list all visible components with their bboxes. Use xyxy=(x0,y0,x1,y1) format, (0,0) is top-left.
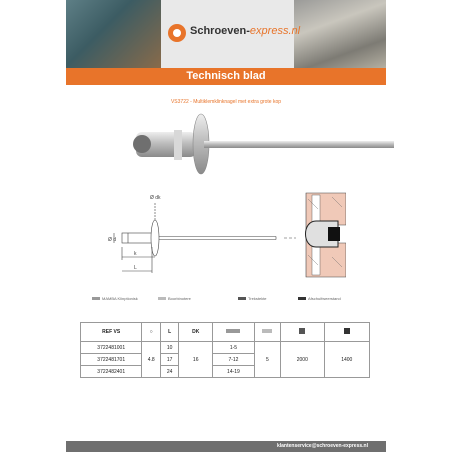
diameter-cell: 4.8 xyxy=(142,342,160,378)
rivet-mandrel-head xyxy=(133,135,151,153)
header-grip-icon xyxy=(213,323,255,342)
dim-l-label: L xyxy=(134,265,137,271)
shear-cell: 1400 xyxy=(324,342,369,378)
legend-label-1: MAMBA Klinptionisk xyxy=(102,296,138,301)
table-row xyxy=(81,342,370,354)
dim-k-label: k xyxy=(134,251,137,257)
length-cell: 17 xyxy=(160,354,178,366)
header-shear-icon xyxy=(324,323,369,342)
header-dk: DK xyxy=(179,323,213,342)
logo-text-main: Schroeven- xyxy=(190,25,250,37)
logo-text-accent: express.nl xyxy=(249,25,301,37)
ref-cell: 3722481001 xyxy=(81,342,142,354)
legend-item-2 xyxy=(158,296,191,301)
rivet-icon xyxy=(92,297,100,300)
product-subtitle: VS3722 - Multiklemklinknagel met extra grote kop xyxy=(170,99,282,105)
cross-section-detail xyxy=(306,193,347,277)
page-title: Technisch blad xyxy=(186,70,266,82)
header-diameter: ○ xyxy=(142,323,160,342)
drill-diameter-icon xyxy=(262,329,272,333)
technical-drawing xyxy=(106,185,346,285)
dim-dk-label: Ø dk xyxy=(150,195,161,201)
header-length: L xyxy=(160,323,178,342)
screws-photo xyxy=(294,0,386,70)
grip-cell: 7-12 xyxy=(213,354,255,366)
drill-cell: 5 xyxy=(254,342,280,378)
header-banner xyxy=(66,0,386,70)
grip-cell: 1-5 xyxy=(213,342,255,354)
drill-icon xyxy=(158,297,166,300)
ref-cell: 3722482401 xyxy=(81,366,142,378)
header-drill-icon xyxy=(254,323,280,342)
dk-cell: 16 xyxy=(179,342,213,378)
rivet-shank-detail xyxy=(174,130,182,160)
tools-photo xyxy=(66,0,161,70)
shear-resistance-icon xyxy=(344,328,350,334)
tensile-cell: 2000 xyxy=(281,342,324,378)
length-cell: 10 xyxy=(160,342,178,354)
shear-icon xyxy=(298,297,306,300)
icon-legend xyxy=(66,296,386,306)
header-ref: REF VS xyxy=(81,323,142,342)
footer-email-link[interactable]: klantenservice@schroeven-express.nl xyxy=(276,443,368,449)
rivet-mandrel xyxy=(204,141,394,148)
table-header-row xyxy=(81,323,370,342)
tensile-strength-icon xyxy=(299,328,305,334)
footer-bar xyxy=(66,441,386,452)
dim-d-label: Ø d xyxy=(108,237,117,243)
grip-range-icon xyxy=(226,329,240,333)
header-tensile-icon xyxy=(281,323,324,342)
legend-item-1 xyxy=(92,296,138,301)
legend-label-4: Afschuifweerstand xyxy=(308,296,341,301)
spec-table xyxy=(80,322,370,378)
grip-cell: 14-19 xyxy=(213,366,255,378)
brand-logo[interactable] xyxy=(164,20,301,48)
length-cell: 24 xyxy=(160,366,178,378)
tensile-icon xyxy=(238,297,246,300)
legend-label-3: Trekstekte xyxy=(248,296,267,301)
ref-cell: 3722481701 xyxy=(81,354,142,366)
legend-label-2: Boorbinotere xyxy=(168,296,191,301)
document-page xyxy=(66,0,386,452)
drawing-body xyxy=(122,233,152,243)
rivet-product-image xyxy=(116,112,406,182)
legend-item-4 xyxy=(298,296,341,301)
legend-item-3 xyxy=(238,296,267,301)
logo-icon xyxy=(168,24,186,42)
